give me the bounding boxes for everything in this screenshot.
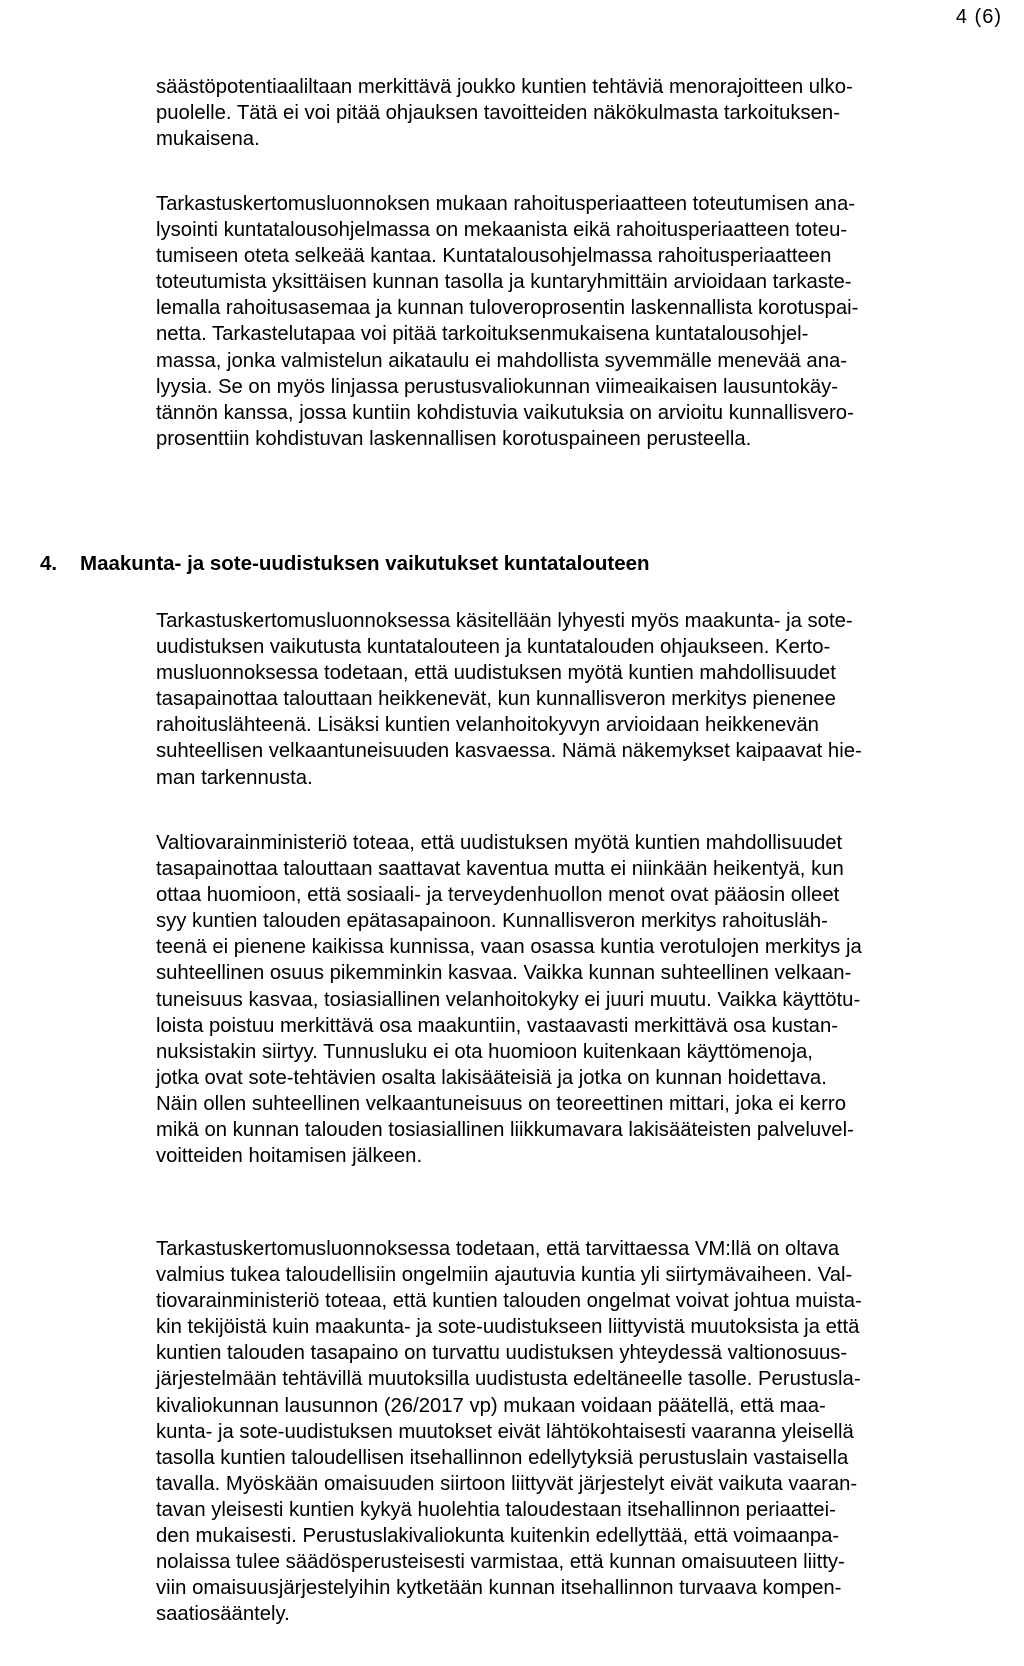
text-line: rahoituslähteenä. Lisäksi kuntien velanhoitokyvyn arvioidaan heikkenevän [156, 714, 819, 737]
text-line: toteutumista yksittäisen kunnan tasolla ja kuntaryhmittäin arvioidaan tarkaste- [156, 271, 852, 294]
text-line: kivaliokunnan lausunnon (26/2017 vp) mukaan voidaan päätellä, että maa- [156, 1394, 826, 1417]
text-line: kuntien talouden tasapaino on turvattu uudistuksen yhteydessä valtionosuus- [156, 1342, 848, 1365]
text-line: Valtiovarainministeriö toteaa, että uudistuksen myötä kuntien mahdollisuudet [156, 832, 843, 854]
text-line: nuksistakin siirtyy. Tunnusluku ei ota huomioon kuitenkaan käyttömenoja, [156, 1040, 813, 1063]
section-title: Maakunta- ja sote-uudistuksen vaikutukset kuntatalouteen [80, 552, 650, 575]
text-line: valmius tukea taloudellisiin ongelmiin ajautuvia kuntia yli siirtymävaiheen. Val- [156, 1264, 853, 1287]
text-line: tasapainottaa talouttaan saattavat kaventua mutta ei niinkään heikentyä, kun [156, 858, 844, 881]
text-line: viin omaisuusjärjestelyihin kytketään kunnan itsehallinnon turvaava kompen- [156, 1577, 842, 1600]
paragraph-funding-principle [156, 191, 1016, 452]
section-heading [40, 552, 650, 576]
text-line: säästöpotentiaaliltaan merkittävä joukko kuntien tehtäviä menorajoitteen ulko- [156, 76, 853, 98]
page-number: 4 (6) [955, 6, 1002, 28]
text-line: jotka ovat sote-tehtävien osalta lakisääteisiä ja jotka on kunnan hoidettava. [156, 1066, 827, 1089]
text-line: mukaisena. [156, 128, 260, 151]
text-line: Näin ollen suhteellinen velkaantuneisuus on teoreettinen mittari, joka ei kerro [156, 1092, 846, 1115]
text-line: teenä ei pienene kaikissa kunnissa, vaan osassa kuntia verotulojen merkitys ja [156, 936, 862, 959]
text-line: tavalla. Myöskään omaisuuden siirtoon liittyvät järjestelyt eivät vaikuta vaaran- [156, 1472, 858, 1495]
text-line: tasolla kuntien taloudellisen itsehallinnon edellytyksiä perustuslain vastaisella [156, 1446, 849, 1469]
text-line: tännön kanssa, jossa kuntiin kohdistuvia vaikutuksia on arvioitu kunnallisvero- [156, 401, 854, 424]
text-line: syy kuntien talouden epätasapainoon. Kunnallisveron merkitys rahoitusläh- [156, 910, 828, 933]
text-line: netta. Tarkastelutapaa voi pitää tarkoituksenmukaisena kuntatalousohjel- [156, 323, 809, 346]
text-line: uudistuksen vaikutusta kuntatalouteen ja kuntatalouden ohjaukseen. Kerto- [156, 636, 831, 659]
text-line: prosenttiin kohdistuvan laskennallisen korotuspaineen perusteella. [156, 427, 752, 450]
paragraph-savings-potential [156, 74, 1016, 152]
text-line: tasapainottaa talouttaan heikkenevät, kun kunnallisveron merkitys pienenee [156, 688, 836, 711]
text-line: tumiseen oteta selkeää kantaa. Kuntatalousohjelmassa rahoitusperiaatteen [156, 245, 832, 268]
text-line: massa, jonka valmistelun aikataulu ei mahdollista syvemmälle menevää ana- [156, 349, 848, 372]
text-line: lemalla rahoitusasemaa ja kunnan tuloveroprosentin laskennallista korotuspai- [156, 297, 859, 320]
text-line: kunta- ja sote-uudistuksen muutokset eivät lähtökohtaisesti vaaranna yleisellä [156, 1420, 854, 1443]
paragraph-transition-support [156, 1236, 1016, 1627]
text-line: tiovarainministeriö toteaa, että kuntien talouden ongelmat voivat johtua muista- [156, 1290, 862, 1313]
text-line: lyysia. Se on myös linjassa perustusvaliokunnan viimeaikaisen lausuntokäy- [156, 375, 839, 398]
text-line: den mukaisesti. Perustuslakivaliokunta kuitenkin edellyttää, että voimaanpa- [156, 1525, 840, 1548]
text-line: voitteiden hoitamisen jälkeen. [156, 1145, 423, 1168]
text-line: tavan yleisesti kuntien kykyä huolehtia taloudestaan itsehallinnon periaattei- [156, 1498, 836, 1521]
text-line: puolelle. Tätä ei voi pitää ohjauksen tavoitteiden näkökulmasta tarkoituksen- [156, 102, 840, 125]
text-line: Tarkastuskertomusluonnoksessa todetaan, että tarvittaessa VM:llä on oltava [156, 1238, 840, 1260]
text-line: Tarkastuskertomusluonnoksessa käsitellään lyhyesti myös maakunta- ja sote- [156, 610, 853, 632]
text-line: nolaissa tulee säädösperusteisesti varmistaa, että kunnan omaisuuteen liitty- [156, 1551, 845, 1574]
text-line: musluonnoksessa todetaan, että uudistuksen myötä kuntien mahdollisuudet [156, 662, 836, 685]
text-line: suhteellinen osuus pikemminkin kasvaa. Vaikka kunnan suhteellinen velkaan- [156, 962, 852, 985]
text-line: man tarkennusta. [156, 766, 313, 789]
section-number: 4. [40, 552, 58, 575]
paragraph-reform-effects [156, 608, 1016, 791]
paragraph-ministry-view [156, 830, 1016, 1169]
text-line: lysointi kuntatalousohjelmassa on mekaanista eikä rahoitusperiaatteen toteu- [156, 219, 848, 242]
text-line: Tarkastuskertomusluonnoksen mukaan rahoitusperiaatteen toteutumisen ana- [156, 193, 855, 215]
text-line: loista poistuu merkittävä osa maakuntiin, vastaavasti merkittävä osa kustan- [156, 1014, 838, 1037]
text-line: suhteellisen velkaantuneisuuden kasvaessa. Nämä näkemykset kaipaavat hie- [156, 740, 862, 763]
text-line: ottaa huomioon, että sosiaali- ja terveydenhuollon menot ovat pääosin olleet [156, 884, 840, 907]
text-line: saatiosääntely. [156, 1603, 290, 1626]
text-line: kin tekijöistä kuin maakunta- ja sote-uudistukseen liittyvistä muutoksista ja että [156, 1316, 860, 1339]
text-line: mikä on kunnan talouden tosiasiallinen liikkumavara lakisääteisten palveluvel- [156, 1119, 854, 1142]
text-line: tuneisuus kasvaa, tosiasiallinen velanhoitokyky ei juuri muutu. Vaikka käyttötu- [156, 988, 861, 1011]
text-line: järjestelmään tehtävillä muutoksilla uudistusta edeltäneelle tasolle. Perustusla- [156, 1368, 861, 1391]
